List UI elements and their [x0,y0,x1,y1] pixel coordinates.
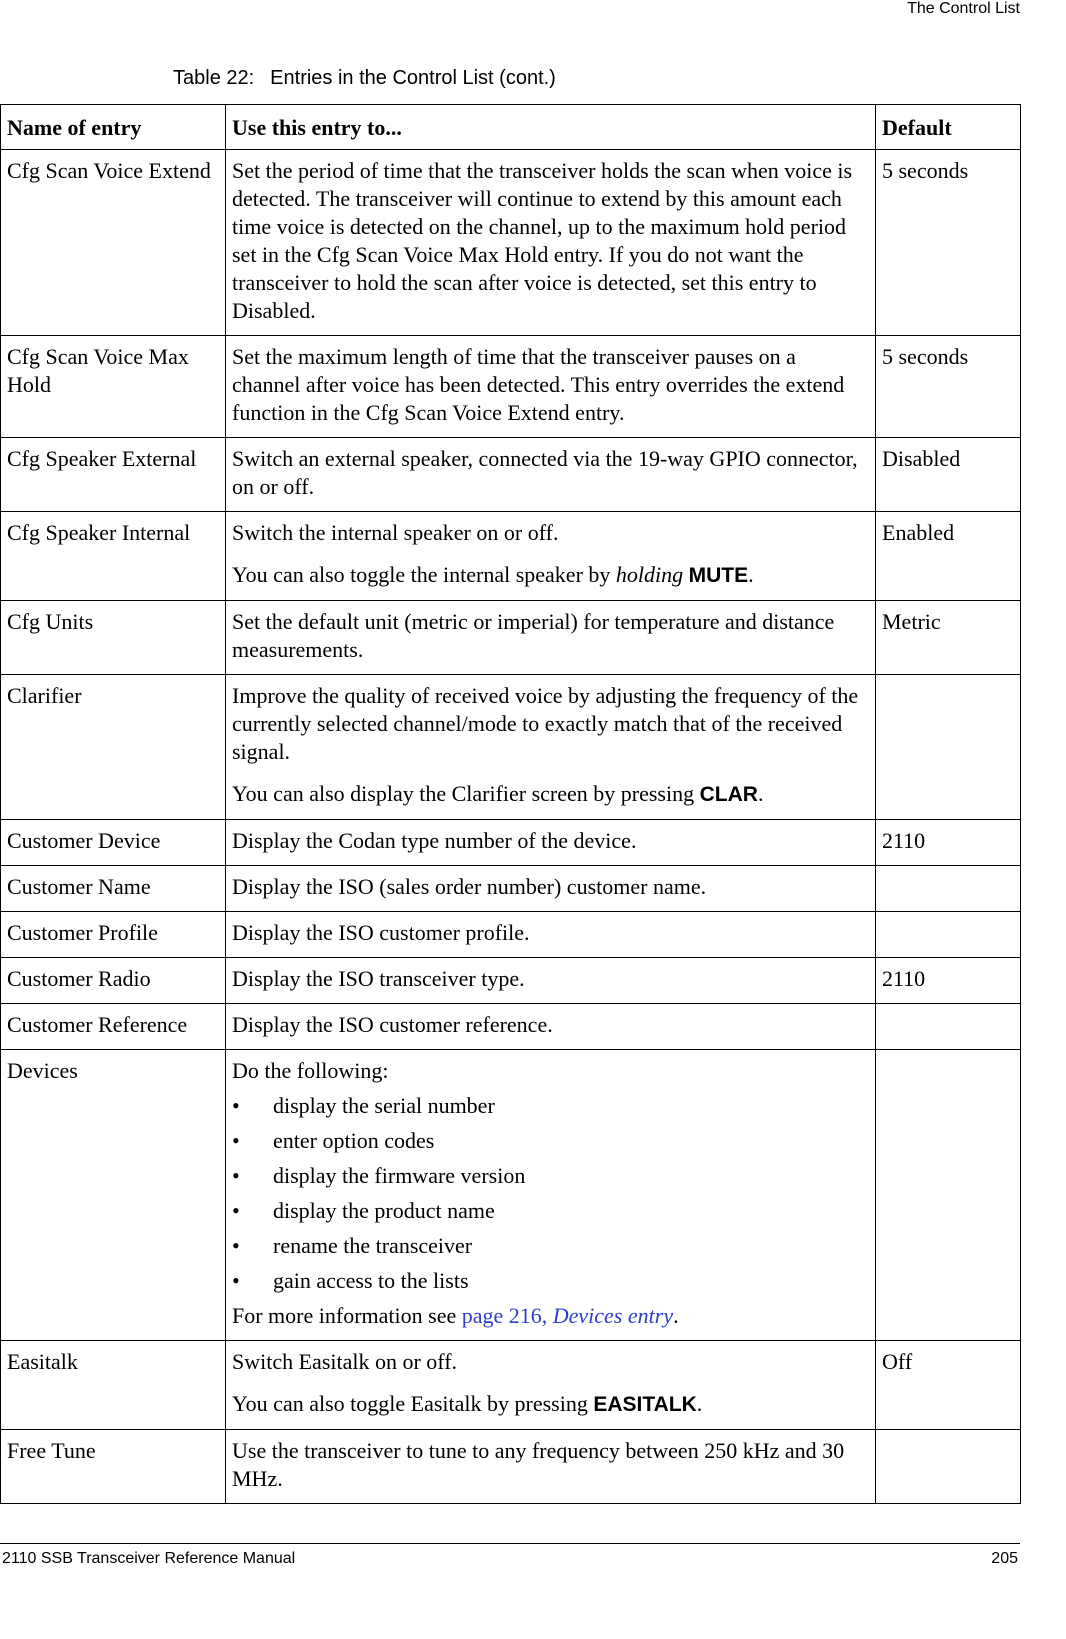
list-item [232,1127,865,1155]
entry-use-text: Use the transceiver to tune to any frequency between 250 kHz and 30 MHz. [232,1438,845,1491]
list-item [232,1162,865,1190]
entry-use-note [232,1390,865,1419]
entry-default: 2110 [876,820,1021,866]
table-row [1,866,1021,912]
list-item [232,1267,865,1295]
entry-use-text: Set the default unit (metric or imperial) for temperature and distance measurements. [232,609,835,662]
header-use-this-entry: Use this entry to... [226,105,876,150]
entry-name: Clarifier [1,675,226,820]
entry-default [876,866,1021,912]
more-info-punct: . [673,1303,679,1328]
entry-default: Off [876,1341,1021,1430]
entry-default [876,912,1021,958]
entry-use [226,675,876,820]
entry-default [876,1004,1021,1050]
entry-name: Free Tune [1,1430,226,1504]
table-row [1,512,1021,601]
clar-key-label: CLAR [699,783,758,806]
entry-use [226,1430,876,1504]
table-row [1,820,1021,866]
link-page-text[interactable]: page 216, [461,1303,553,1328]
more-info-text: For more information see [232,1303,462,1328]
entry-use-note [232,561,865,590]
entry-use [226,1341,876,1430]
note-punct: . [748,562,754,587]
note-punct: . [757,781,764,806]
note-text: You can also toggle the internal speaker by [232,562,616,587]
entry-use-text: Do the following: [232,1058,389,1083]
entry-name: Customer Profile [1,912,226,958]
entry-name: Cfg Scan Voice Max Hold [1,336,226,438]
entry-use-text: Improve the quality of received voice by adjusting the frequency of the currently selected channel/mode to exactly match that of the received signal. [232,683,859,764]
entry-use-text: Set the maximum length of time that the transceiver pauses on a channel after voice has been detected. This entry overrides the extend function in the Cfg Scan Voice Extend entry. [232,344,845,425]
entry-name: Cfg Units [1,601,226,675]
entry-default [876,675,1021,820]
bullet-icon: • [232,1268,240,1293]
table-number: Table 22: [173,67,255,89]
entry-name: Customer Name [1,866,226,912]
entry-use [226,912,876,958]
table-row [1,958,1021,1004]
table-row [1,1341,1021,1430]
entry-name: Customer Device [1,820,226,866]
page-number: 205 [991,1550,1018,1567]
entry-use-text: Switch an external speaker, connected via the 19-way GPIO connector, on or off. [232,446,858,499]
link-title-text[interactable]: Devices entry [552,1303,674,1328]
entry-use [226,820,876,866]
entry-default: Disabled [876,438,1021,512]
entry-use-text: Switch Easitalk on or off. [232,1349,458,1374]
entry-use-text: Set the period of time that the transceiver holds the scan when voice is detected. The transceiver will continue to extend by this amount each time voice is detected on the channel, up to the maximum hold period set in the Cfg Scan Voice Max Hold entry. If you do not want the transceiver to hold the scan after voice is detected, set this entry to Disabled. [232,158,853,323]
entry-default: 2110 [876,958,1021,1004]
entry-use-text: Display the Codan type number of the device. [232,828,637,853]
table-row [1,912,1021,958]
note-text: You can also toggle Easitalk by pressing [232,1391,594,1416]
list-item-text: display the serial number [273,1093,495,1118]
bullet-icon: • [232,1233,240,1258]
table-row [1,150,1021,336]
list-item [232,1197,865,1225]
table-row [1,1050,1021,1341]
note-text: You can also display the Clarifier screen by pressing [232,781,700,806]
list-item [232,1232,865,1260]
header-default: Default [876,105,1021,150]
entry-use [226,336,876,438]
entry-use [226,512,876,601]
entry-default: Enabled [876,512,1021,601]
bullet-icon: • [232,1198,240,1223]
bullet-icon: • [232,1128,240,1153]
entry-default: 5 seconds [876,336,1021,438]
table-header-row [1,105,1021,150]
entry-use [226,1004,876,1050]
footer-rule [0,1543,1020,1544]
entry-use-text: Display the ISO (sales order number) customer name. [232,874,707,899]
entry-name: Cfg Scan Voice Extend [1,150,226,336]
entry-use-text: Display the ISO transceiver type. [232,966,525,991]
bullet-icon: • [232,1093,240,1118]
entry-name: Customer Radio [1,958,226,1004]
entry-use [226,150,876,336]
list-item-text: display the firmware version [273,1163,526,1188]
footer-manual-title: 2110 SSB Transceiver Reference Manual [2,1550,296,1567]
note-emphasis: holding [615,562,684,587]
entry-use [226,1050,876,1341]
entry-use [226,958,876,1004]
table-caption [173,66,556,90]
entry-name: Customer Reference [1,1004,226,1050]
table-row [1,1430,1021,1504]
list-item-text: display the product name [273,1198,495,1223]
entry-use [226,601,876,675]
table-row [1,336,1021,438]
entry-default [876,1050,1021,1341]
table-title: Entries in the Control List (cont.) [270,67,556,89]
list-item-text: enter option codes [273,1128,435,1153]
entry-use-note [232,780,865,809]
table-row [1,1004,1021,1050]
table-row [1,675,1021,820]
entry-default [876,1430,1021,1504]
entry-name: Cfg Speaker Internal [1,512,226,601]
list-item-text: rename the transceiver [273,1233,473,1258]
entry-use [226,438,876,512]
entry-default: Metric [876,601,1021,675]
entry-use-text: Display the ISO customer reference. [232,1012,553,1037]
entry-default: 5 seconds [876,150,1021,336]
entry-name: Easitalk [1,1341,226,1430]
devices-entry-link[interactable] [462,1303,673,1328]
more-info-line [232,1302,865,1330]
entry-use [226,866,876,912]
header-name-of-entry: Name of entry [1,105,226,150]
easitalk-key-label: EASITALK [593,1393,697,1416]
entry-name: Cfg Speaker External [1,438,226,512]
running-head: The Control List [907,0,1020,17]
devices-bullet-list [232,1092,865,1295]
entry-name: Devices [1,1050,226,1341]
list-item-text: gain access to the lists [273,1268,469,1293]
entry-use-text: Display the ISO customer profile. [232,920,530,945]
list-item [232,1092,865,1120]
table-row [1,601,1021,675]
bullet-icon: • [232,1163,240,1188]
table-row [1,438,1021,512]
control-list-table [0,104,1021,1504]
mute-key-label: MUTE [688,564,749,587]
note-punct: . [696,1391,703,1416]
entry-use-text: Switch the internal speaker on or off. [232,520,559,545]
